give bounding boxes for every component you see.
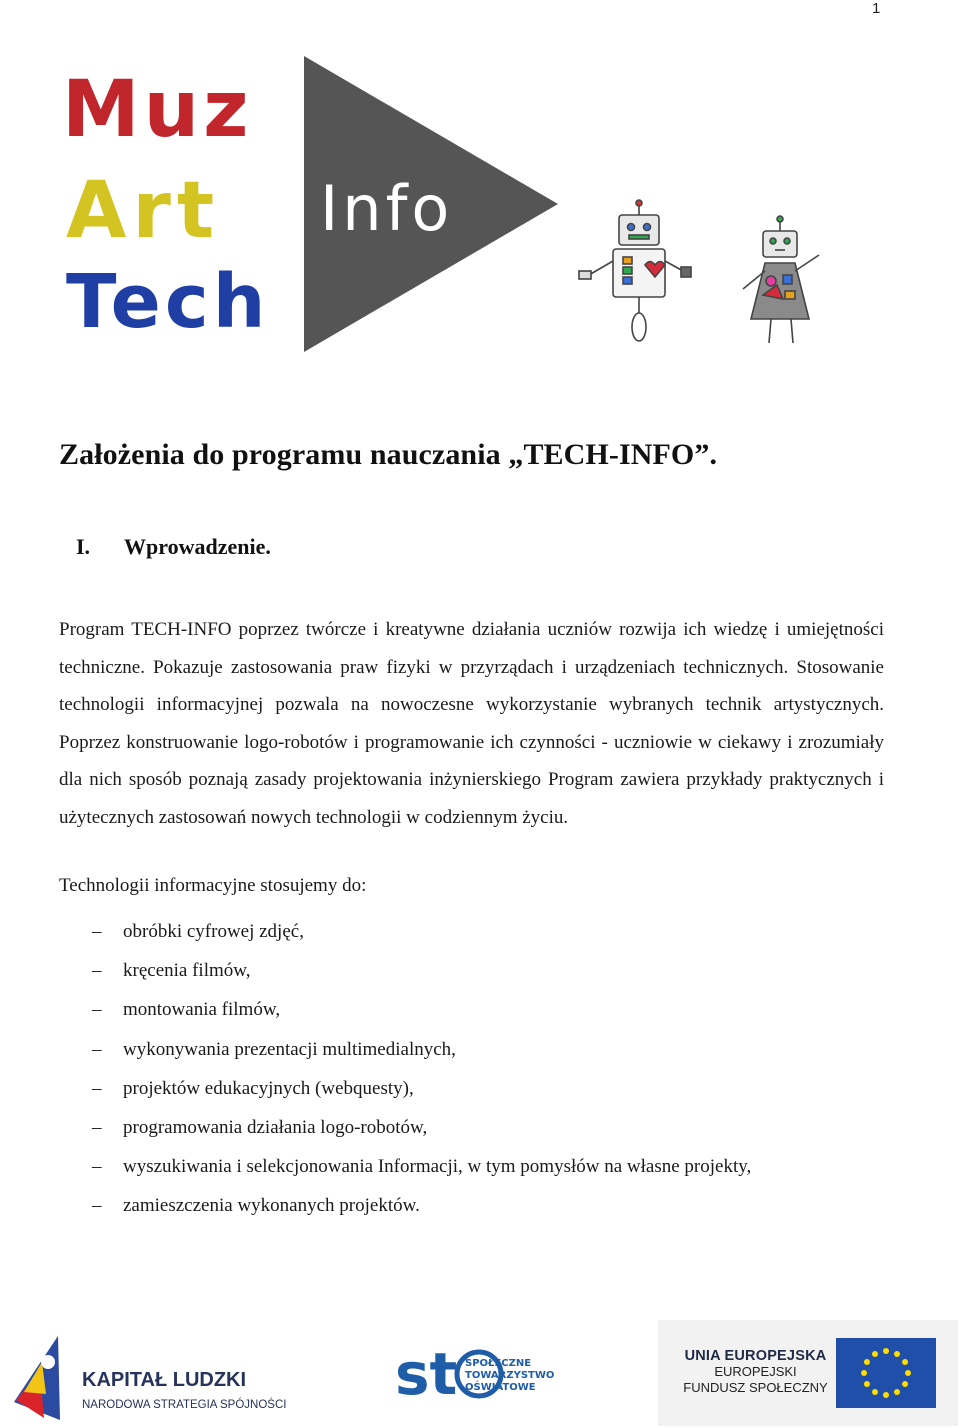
list-item-text: projektów edukacyjnych (webquesty),: [123, 1077, 414, 1099]
kl-subtitle: NARODOWA STRATEGIA SPÓJNOŚCI: [82, 1399, 287, 1411]
robot-left: [579, 200, 691, 341]
robot-right: [743, 216, 819, 343]
eu-star-icon: [872, 1351, 878, 1357]
sto-logo: [395, 1336, 555, 1408]
logo-word-muz: Muz: [62, 65, 253, 155]
logo-word-art: Art: [66, 166, 221, 256]
eu-star-icon: [872, 1389, 878, 1395]
eu-star-icon: [883, 1348, 889, 1354]
robots-illustration: [565, 195, 855, 355]
kl-star-icon: [41, 1355, 55, 1369]
muzarttech-logo: [58, 52, 558, 357]
list-item-text: programowania działania logo-robotów,: [123, 1116, 428, 1138]
logo-word-info: Info: [320, 172, 454, 245]
list-dash: –: [92, 1038, 102, 1060]
list-item-text: kręcenia filmów,: [123, 960, 251, 982]
list-item-text: obróbki cyfrowej zdjęć,: [123, 921, 304, 942]
kapital-ludzki-logo: [10, 1332, 287, 1422]
list-intro: Technologii informacyjne stosujemy do:: [59, 875, 367, 896]
eu-star-icon: [864, 1359, 870, 1365]
page-number: 1: [872, 0, 881, 17]
list-dash: –: [92, 1116, 102, 1138]
intro-paragraph: Program TECH-INFO poprzez twórcze i kreatywne działania uczniów rozwija ich wiedzę i umiejętności techniczne. Pokazuje zastosowania praw fizyki w przyrządach i urządzeniach technicznych. Stosowanie technologii informacyjnej pozwala na nowoczesne wykorzystanie wybranych technik artystycznych. Poprzez konstruowanie logo-robotów i programowanie ich czynności - uczniowie w ciekawy i zrozumiały dla nich sposób poznają zasady projektowania inżynierskiego Program zawiera przykłady praktycznych i użytecznych zastosowań nowych technologii w codziennym życiu.: [59, 619, 884, 828]
eu-star-icon: [902, 1359, 908, 1365]
eu-star-icon: [902, 1381, 908, 1387]
list-item-text: montowania filmów,: [123, 999, 281, 1021]
sto-line3: OŚWIATOWE: [465, 1382, 536, 1393]
logo-word-tech: Tech: [66, 259, 270, 345]
eu-star-icon: [883, 1392, 889, 1398]
list-dash: –: [92, 999, 102, 1021]
section-heading: [76, 534, 271, 560]
list-dash: –: [92, 960, 102, 982]
eu-line3: FUNDUSZ SPOŁECZNY: [683, 1380, 828, 1395]
list-item: [92, 1187, 751, 1226]
list-item: [92, 952, 751, 991]
eu-star-icon: [894, 1389, 900, 1395]
list-item: [92, 913, 751, 952]
footer-logos: [0, 1318, 960, 1428]
section-number: I.: [76, 534, 91, 559]
list-item: [92, 1109, 751, 1148]
uses-list: [92, 913, 751, 1227]
kl-title: KAPITAŁ LUDZKI: [82, 1369, 247, 1391]
sto-line1: SPOŁECZNE: [465, 1358, 532, 1369]
list-item: [92, 1031, 751, 1070]
sto-line2: TOWARZYSTWO: [465, 1370, 555, 1381]
list-dash: –: [92, 1077, 102, 1099]
eu-star-icon: [894, 1351, 900, 1357]
eu-flag-icon: [836, 1338, 936, 1408]
list-item-text: zamieszczenia wykonanych projektów.: [123, 1195, 420, 1217]
list-item: [92, 1070, 751, 1109]
list-dash: –: [92, 921, 102, 942]
list-item-text: wykonywania prezentacji multimedialnych,: [123, 1038, 456, 1060]
list-item-text: wyszukiwania i selekcjonowania Informacji, w tym pomysłów na własne projekty,: [123, 1156, 752, 1178]
eu-line2: EUROPEJSKI: [714, 1364, 797, 1379]
list-item: [92, 991, 751, 1030]
list-dash: –: [92, 1195, 102, 1217]
eu-logo: [658, 1320, 958, 1426]
document-title: Założenia do programu nauczania „TECH-INFO”.: [59, 438, 718, 471]
eu-star-icon: [861, 1370, 867, 1376]
section-title: Wprowadzenie.: [124, 534, 271, 559]
eu-star-icon: [864, 1381, 870, 1387]
sto-mark: st: [395, 1340, 458, 1408]
list-item: [92, 1148, 751, 1187]
list-dash: –: [92, 1156, 102, 1178]
eu-line1: UNIA EUROPEJSKA: [684, 1348, 827, 1364]
eu-star-icon: [905, 1370, 911, 1376]
